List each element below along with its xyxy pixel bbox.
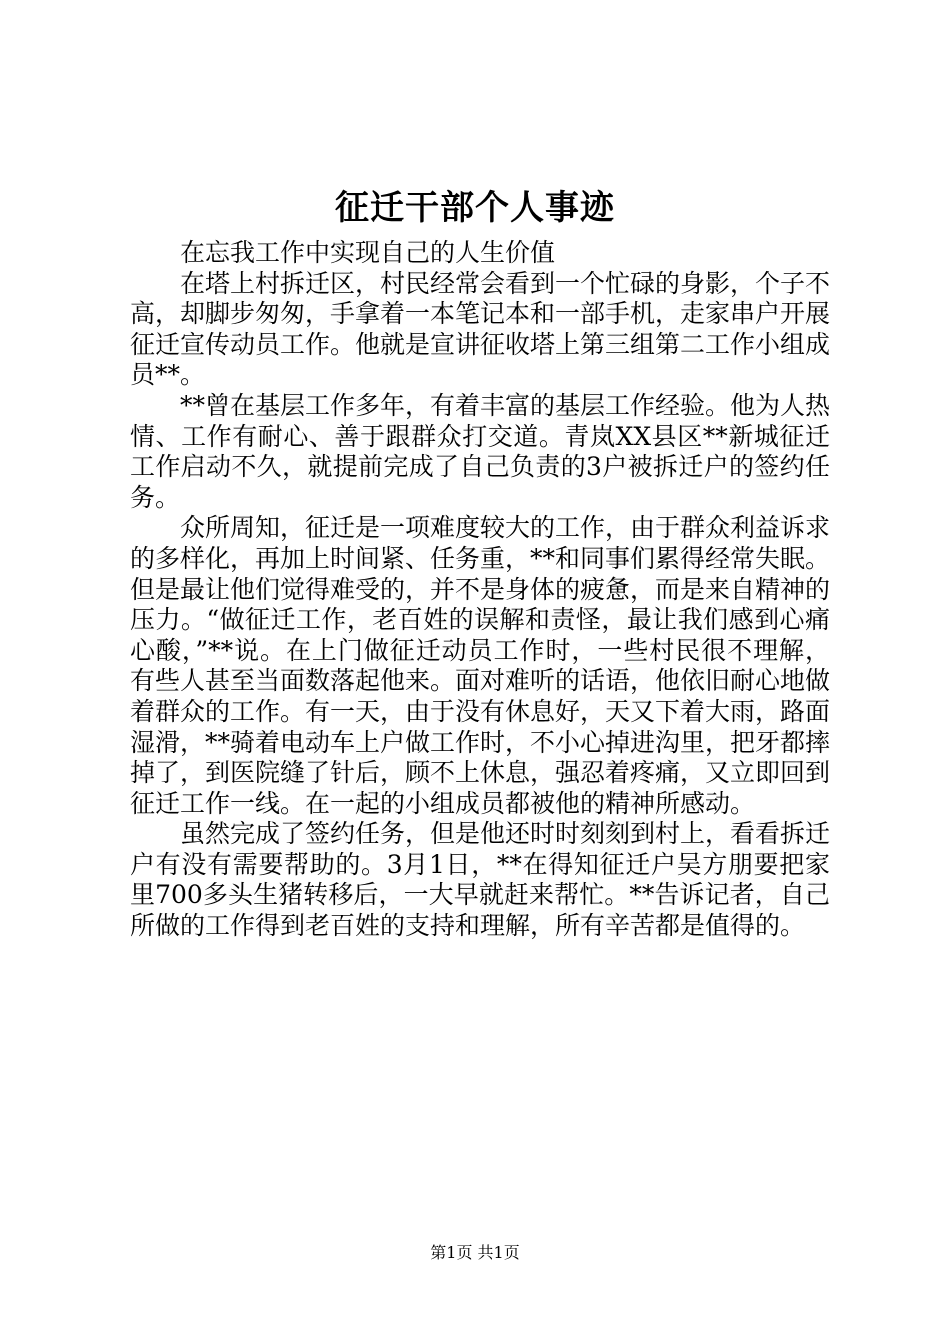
document-body	[130, 238, 830, 942]
body-paragraph: 在塔上村拆迁区，村民经常会看到一个忙碌的身影，个子不高，却脚步匆匆，手拿着一本笔记本和一部手机，走家串户开展征迁宣传动员工作。他就是宣讲征收塔上第三组第二工作小组成员**。	[130, 268, 831, 390]
page-number-footer: 第1页 共1页	[430, 1243, 520, 1262]
subtitle-paragraph: 在忘我工作中实现自己的人生价值	[180, 238, 556, 267]
body-paragraph: 虽然完成了签约任务，但是他还时时刻刻到村上，看看拆迁户有没有需要帮助的。3月1日，**在得知征迁户吴方朋要把家里700多头生猪转移后，一大早就赶来帮忙。**告诉记者，自己所做的工作得到老百姓的支持和理解，所有辛苦都是值得的。	[130, 819, 831, 941]
body-paragraph: **曾在基层工作多年，有着丰富的基层工作经验。他为人热情、工作有耐心、善于跟群众打交道。青岚XX县区**新城征迁工作启动不久，就提前完成了自己负责的3户被拆迁户的签约任务。	[130, 390, 831, 512]
body-paragraph: 众所周知，征迁是一项难度较大的工作，由于群众利益诉求的多样化，再加上时间紧、任务重，**和同事们累得经常失眠。但是最让他们觉得难受的，并不是身体的疲惫，而是来自精神的压力。“做征迁工作，老百姓的误解和责怪，最让我们感到心痛心酸，”**说。在上门做征迁动员工作时，一些村民很不理解，有些人甚至当面数落起他来。面对难听的话语，他依旧耐心地做着群众的工作。有一天，由于没有休息好，天又下着大雨，路面湿滑，**骑着电动车上户做工作时，不小心掉进沟里，把牙都摔掉了，到医院缝了针后，顾不上休息，强忍着疼痛，又立即回到征迁工作一线。在一起的小组成员都被他的精神所感动。	[130, 513, 831, 818]
document-title: 征迁干部个人事迹	[335, 188, 615, 228]
